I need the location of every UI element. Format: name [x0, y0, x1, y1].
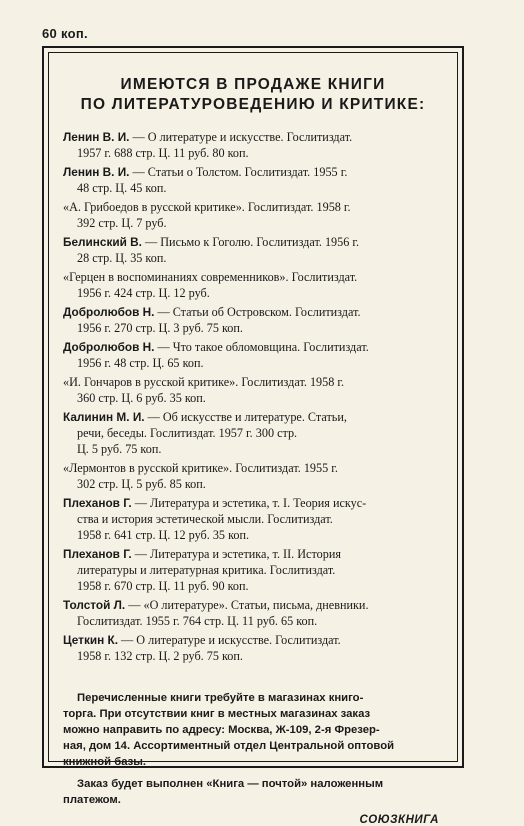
book-entry-first-line — [63, 129, 443, 145]
book-entry-first-line — [63, 374, 443, 390]
book-title: — «О литературе». Статьи, письма, дневники. — [125, 598, 369, 612]
book-title: — О литературе и искусстве. Гослитиздат. — [117, 633, 341, 647]
book-title: — Об искусстве и литературе. Статьи, — [144, 410, 347, 424]
book-entry — [63, 304, 443, 336]
book-entry — [63, 597, 443, 629]
book-title: «А. Грибоедов в русской критике». Гослитиздат. 1958 г. — [63, 200, 351, 214]
book-entry — [63, 632, 443, 664]
book-title: «И. Гончаров в русской критике». Гослитиздат. 1958 г. — [63, 375, 345, 389]
advertisement-heading — [63, 75, 443, 115]
book-entry-continuation: 360 стр. Ц. 6 руб. 35 коп. — [77, 391, 206, 405]
book-entry-continuation: 1958 г. 641 стр. Ц. 12 руб. 35 коп. — [77, 528, 250, 542]
book-author: Толстой Л. — [63, 598, 126, 612]
notice-line: ная, дом 14. Ассортиментный отдел Центральной оптовой — [63, 740, 395, 752]
book-entry — [63, 339, 443, 371]
book-title: — Статьи об Островском. Гослитиздат. — [154, 305, 361, 319]
book-author: Цеткин К. — [63, 633, 118, 647]
book-entry-continuation: 1956 г. 424 стр. Ц. 12 руб. — [77, 286, 210, 300]
book-entry-continuation: 1957 г. 688 стр. Ц. 11 руб. 80 коп. — [77, 146, 249, 160]
book-title: «Лермонтов в русской критике». Гослитиздат. 1955 г. — [63, 461, 338, 475]
book-title: — О литературе и искусстве. Гослитиздат. — [129, 130, 353, 144]
book-title: — Статьи о Толстом. Гослитиздат. 1955 г. — [129, 165, 348, 179]
book-entry — [63, 234, 443, 266]
book-entry-first-line — [63, 304, 443, 320]
page-price: 60 коп. — [42, 26, 88, 41]
order-notice — [63, 690, 443, 808]
book-author: Белинский В. — [63, 235, 142, 249]
book-entry-first-line — [63, 269, 443, 285]
book-entry-first-line — [63, 164, 443, 180]
book-title: «Герцен в воспоминаниях современников». Гослитиздат. — [63, 270, 358, 284]
book-entry-first-line — [63, 234, 443, 250]
book-author: Добролюбов Н. — [63, 305, 155, 319]
book-entry-continuation: 48 стр. Ц. 45 коп. — [77, 181, 167, 195]
book-entry-first-line — [63, 460, 443, 476]
order-line: платежом. — [63, 794, 121, 806]
heading-line-2: ПО ЛИТЕРАТУРОВЕДЕНИЮ И КРИТИКЕ: — [80, 96, 426, 113]
book-entry-continuation: литературы и литературная критика. Гослитиздат. — [77, 563, 336, 577]
notice-line: Перечисленные книги требуйте в магазинах книго- — [77, 692, 364, 704]
book-entry — [63, 199, 443, 231]
advertisement-frame — [42, 46, 464, 826]
book-entry — [63, 374, 443, 406]
publisher-signature: СОЮЗКНИГА — [359, 814, 439, 826]
book-entry-continuation: ства и история эстетической мысли. Гослитиздат. — [77, 512, 333, 526]
book-entry — [63, 495, 443, 543]
heading-line-1: ИМЕЮТСЯ В ПРОДАЖЕ КНИГИ — [120, 76, 386, 93]
book-entry-continuation: Ц. 5 руб. 75 коп. — [77, 442, 162, 456]
book-author: Добролюбов Н. — [63, 340, 155, 354]
book-author: Ленин В. И. — [63, 165, 130, 179]
book-entry-continuation: 1958 г. 670 стр. Ц. 11 руб. 90 коп. — [77, 579, 249, 593]
book-entry — [63, 409, 443, 457]
book-entry-continuation: 302 стр. Ц. 5 руб. 85 коп. — [77, 477, 206, 491]
book-author: Калинин М. И. — [63, 410, 145, 424]
book-entry-first-line — [63, 546, 443, 562]
book-title: — Что такое обломовщина. Гослитиздат. — [154, 340, 369, 354]
book-entry-continuation: Гослитиздат. 1955 г. 764 стр. Ц. 11 руб. 65 коп. — [77, 614, 318, 628]
notice-line: книжной базы. — [63, 756, 147, 768]
book-title: — Литература и эстетика, т. I. Теория искус- — [131, 496, 367, 510]
book-list — [63, 129, 443, 664]
book-author: Плеханов Г. — [63, 496, 132, 510]
book-entry — [63, 546, 443, 594]
book-entry-first-line — [63, 199, 443, 215]
book-entry-continuation: речи, беседы. Гослитиздат. 1957 г. 300 стр. — [77, 426, 298, 440]
book-entry — [63, 460, 443, 492]
book-entry-first-line — [63, 495, 443, 511]
book-entry-first-line — [63, 597, 443, 613]
book-title: — Письмо к Гоголю. Гослитиздат. 1956 г. — [141, 235, 360, 249]
book-entry-first-line — [63, 339, 443, 355]
book-entry-continuation: 1958 г. 132 стр. Ц. 2 руб. 75 коп. — [77, 649, 243, 663]
book-entry-continuation: 1956 г. 270 стр. Ц. 3 руб. 75 коп. — [77, 321, 243, 335]
book-entry-continuation: 28 стр. Ц. 35 коп. — [77, 251, 167, 265]
book-entry — [63, 129, 443, 161]
order-line: Заказ будет выполнен «Книга — почтой» наложенным — [77, 778, 384, 790]
book-entry — [63, 269, 443, 301]
book-entry-continuation: 1956 г. 48 стр. Ц. 65 коп. — [77, 356, 204, 370]
book-title: — Литература и эстетика, т. II. История — [131, 547, 341, 561]
book-entry-first-line — [63, 632, 443, 648]
book-entry — [63, 164, 443, 196]
book-author: Плеханов Г. — [63, 547, 132, 561]
advertisement-inner-border — [48, 52, 458, 826]
book-entry-continuation: 392 стр. Ц. 7 руб. — [77, 216, 167, 230]
notice-line: торга. При отсутствии книг в местных магазинах заказ — [63, 708, 371, 720]
book-entry-first-line — [63, 409, 443, 425]
notice-line: можно направить по адресу: Москва, Ж-109, 2-я Фрезер- — [63, 724, 380, 736]
book-author: Ленин В. И. — [63, 130, 130, 144]
